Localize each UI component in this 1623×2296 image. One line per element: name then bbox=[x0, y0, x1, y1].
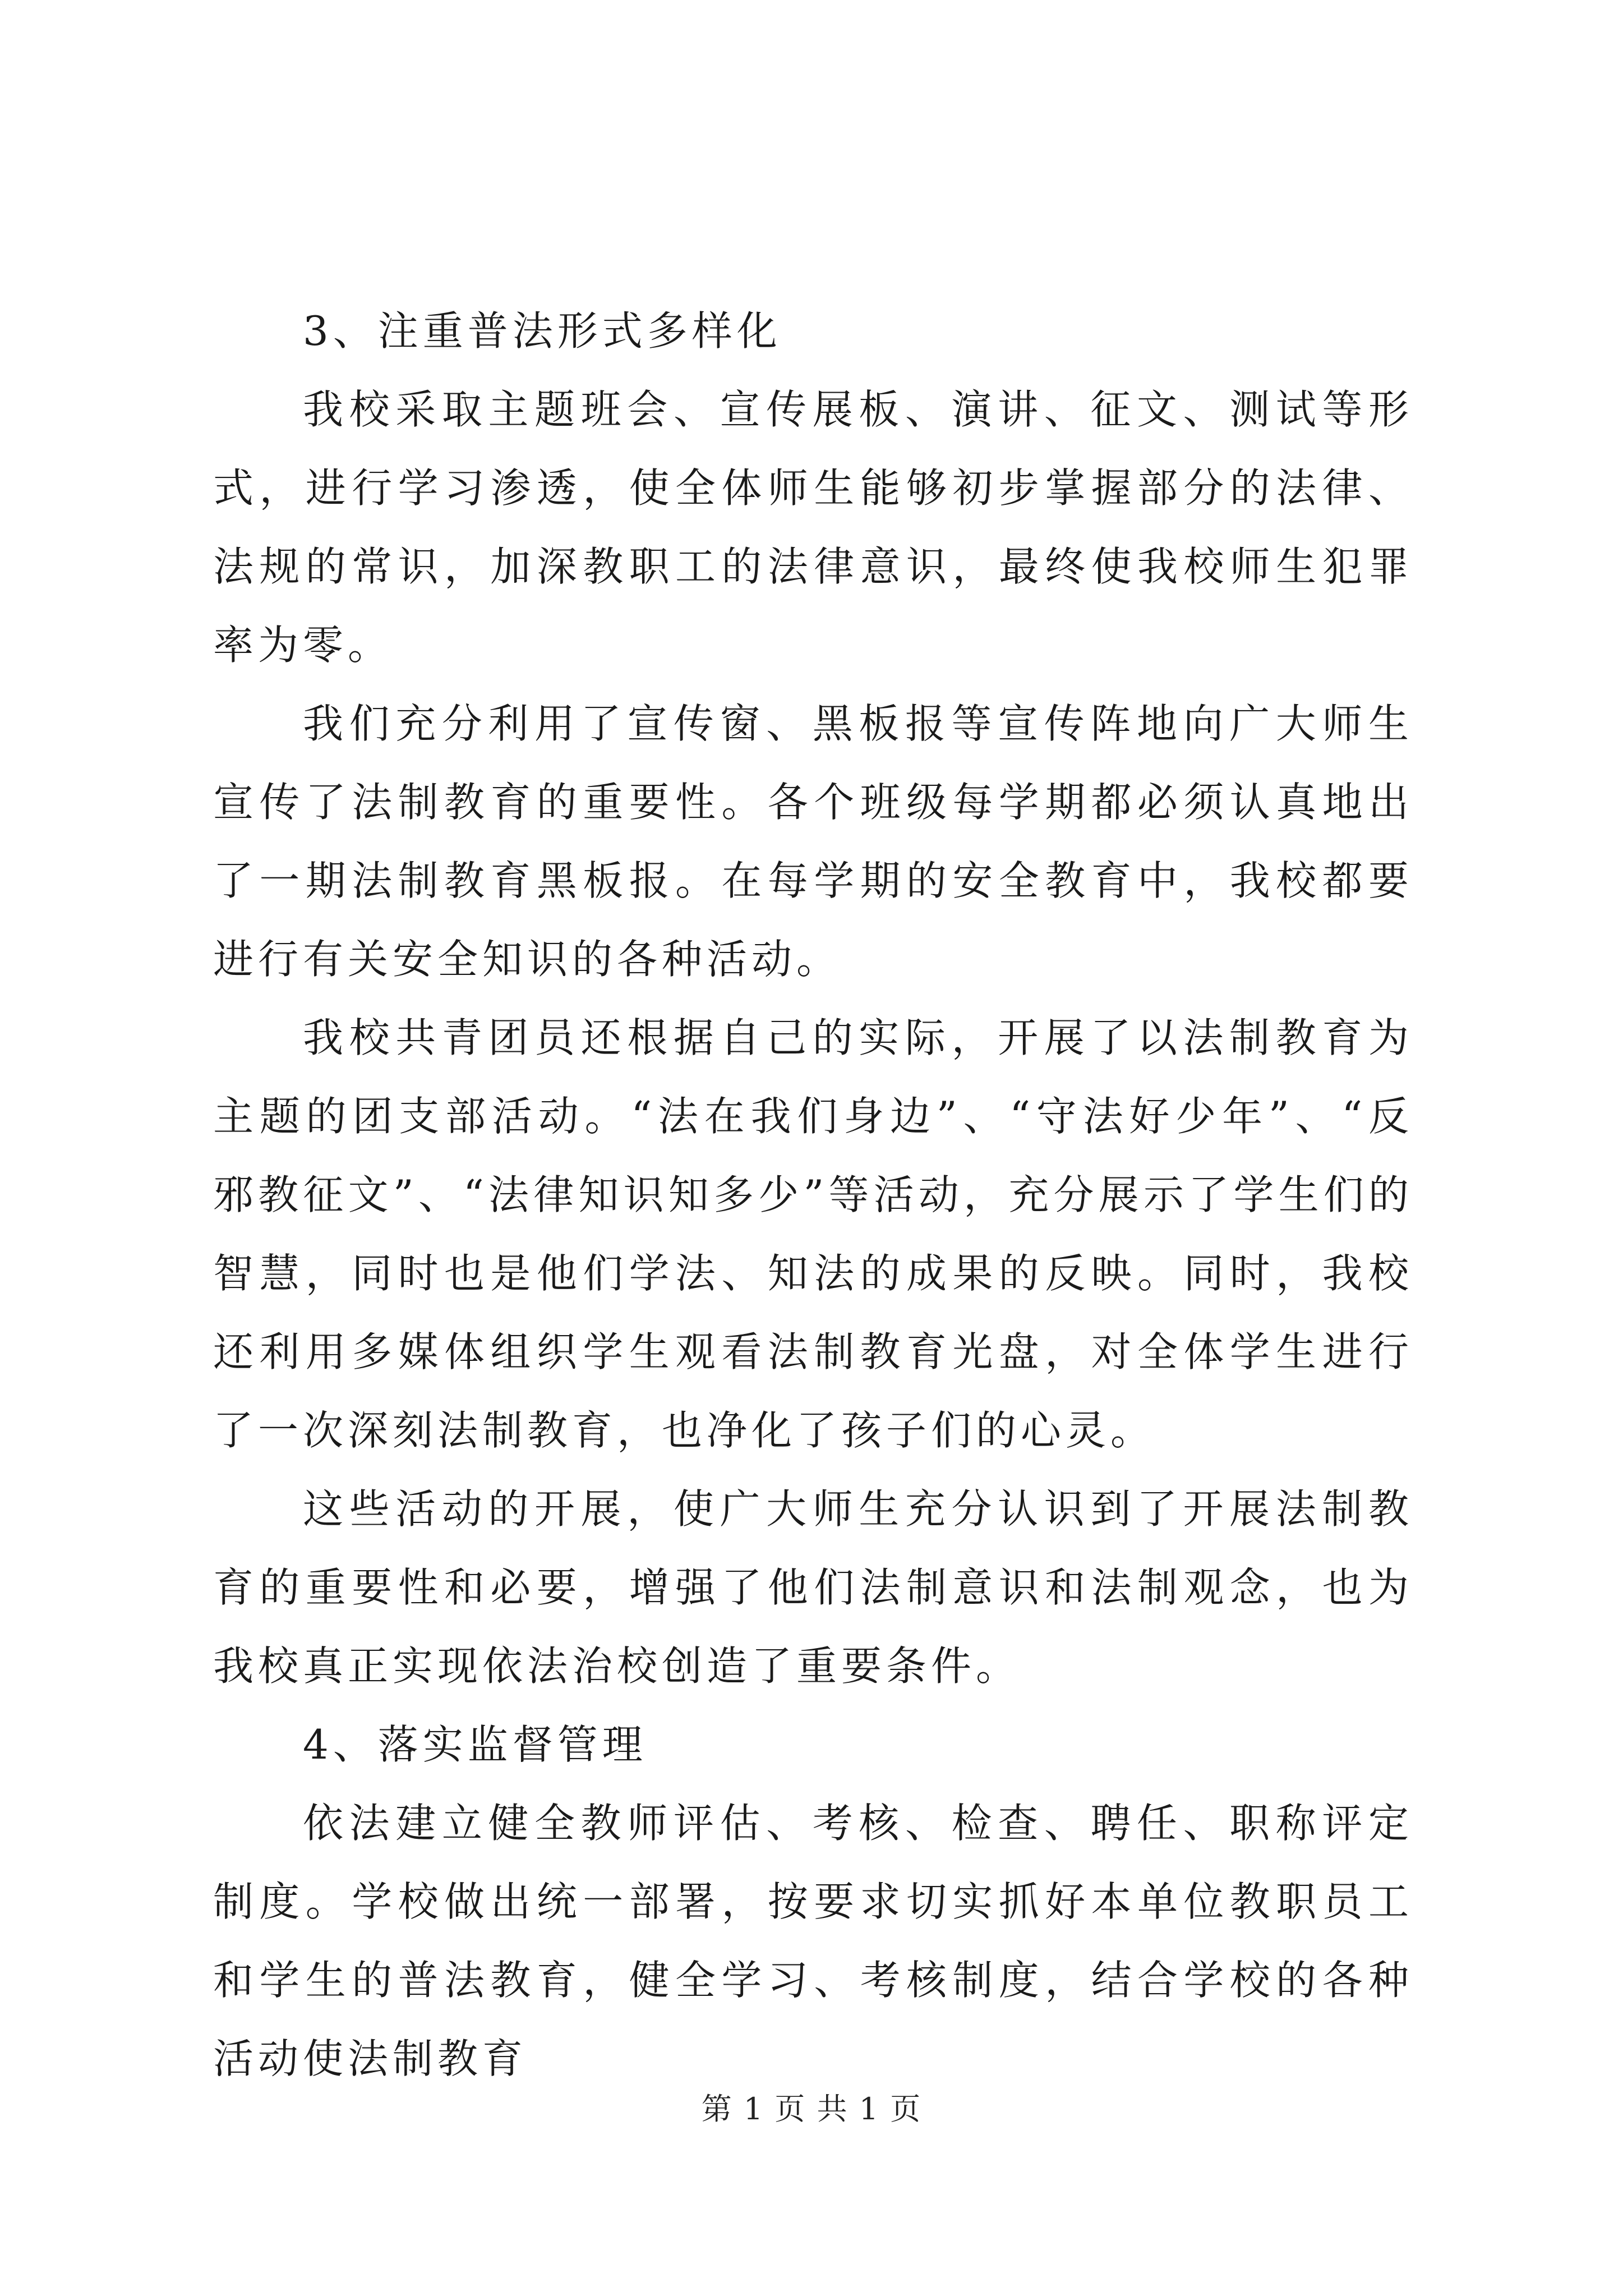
paragraph-forms: 我校采取主题班会、宣传展板、演讲、征文、测试等形式，进行学习渗透，使全体师生能够初步掌握部分的法律、法规的常识，加深教职工的法律意识，最终使我校师生犯罪率为零。 bbox=[213, 386, 1413, 669]
paragraph-supervision: 依法建立健全教师评估、考核、检查、聘任、职称评定制度。学校做出统一部署，按要求切实抓好本单位教职员工和学生的普法教育，健全学习、考核制度，结合学校的各种活动使法制教育 bbox=[213, 1800, 1413, 2082]
section-heading-4: 4、落实监督管理 bbox=[303, 1721, 647, 1768]
paragraph-publicity: 我们充分利用了宣传窗、黑板报等宣传阵地向广大师生宣传了法制教育的重要性。各个班级每学期都必须认真地出了一期法制教育黑板报。在每学期的安全教育中，我校都要进行有关安全知识的各种活动。 bbox=[213, 700, 1413, 983]
page-footer: 第 1 页 共 1 页 bbox=[701, 2091, 922, 2127]
document-body bbox=[213, 292, 1413, 2098]
section-heading-3: 3、注重普法形式多样化 bbox=[303, 307, 782, 355]
paragraph-league-activities: 我校共青团员还根据自己的实际，开展了以法制教育为主题的团支部活动。“法在我们身边”、“守法好少年”、“反邪教征文”、“法律知识知多少”等活动，充分展示了学生们的智慧，同时也是他们学法、知法的成果的反映。同时，我校还利用多媒体组织学生观看法制教育光盘，对全体学生进行了一次深刻法制教育，也净化了孩子们的心灵。 bbox=[213, 1014, 1413, 1454]
paragraph-outcomes: 这些活动的开展，使广大师生充分认识到了开展法制教育的重要性和必要，增强了他们法制意识和法制观念，也为我校真正实现依法治校创造了重要条件。 bbox=[213, 1485, 1413, 1690]
